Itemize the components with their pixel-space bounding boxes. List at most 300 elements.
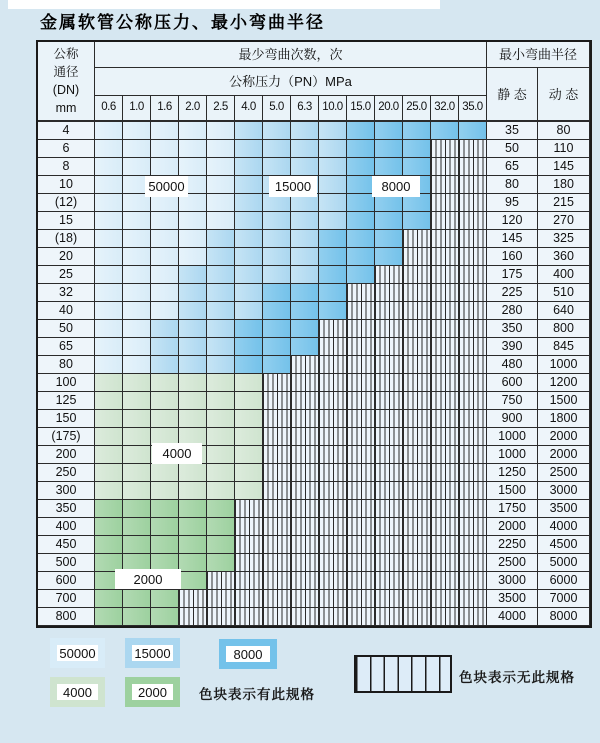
pressure-tick: 1.0 <box>123 96 151 122</box>
legend-has-spec-text: 色块表示有此规格 <box>199 687 315 702</box>
grid-cell-available <box>123 122 151 140</box>
grid-cell-unavailable <box>403 248 431 266</box>
pressure-header: 公称压力（PN）MPa <box>95 68 487 96</box>
grid-cell-unavailable <box>263 536 291 554</box>
dynamic-value: 510 <box>538 284 590 302</box>
grid-cell-available <box>319 284 347 302</box>
dynamic-value: 7000 <box>538 590 590 608</box>
dn-cell: 10 <box>38 176 95 194</box>
grid-cell-unavailable <box>403 374 431 392</box>
grid-cell-available <box>179 320 207 338</box>
grid-cell-unavailable <box>375 356 403 374</box>
dynamic-value: 325 <box>538 230 590 248</box>
grid-cell-available <box>207 392 235 410</box>
grid-cell-unavailable <box>347 428 375 446</box>
grid-cell-unavailable <box>207 608 235 626</box>
grid-cell-unavailable <box>375 284 403 302</box>
dn-cell: (175) <box>38 428 95 446</box>
grid-cell-unavailable <box>319 518 347 536</box>
grid-cell-available <box>123 536 151 554</box>
grid-cell-unavailable <box>459 302 487 320</box>
dn-cell: (12) <box>38 194 95 212</box>
grid-cell-unavailable <box>459 158 487 176</box>
grid-cell-available <box>235 266 263 284</box>
grid-cell-unavailable <box>375 338 403 356</box>
grid-cell-available <box>151 338 179 356</box>
pressure-table <box>38 42 590 626</box>
grid-cell-available <box>207 284 235 302</box>
grid-cell-available <box>123 356 151 374</box>
grid-cell-unavailable <box>375 608 403 626</box>
grid-cell-available <box>95 194 123 212</box>
pressure-tick: 20.0 <box>375 96 403 122</box>
dynamic-value: 4000 <box>538 518 590 536</box>
grid-cell-available <box>151 500 179 518</box>
dynamic-value: 1800 <box>538 410 590 428</box>
grid-cell-unavailable <box>319 464 347 482</box>
grid-cell-unavailable <box>291 590 319 608</box>
grid-cell-unavailable <box>347 464 375 482</box>
grid-cell-available <box>151 212 179 230</box>
pressure-tick: 0.6 <box>95 96 123 122</box>
dynamic-value: 110 <box>538 140 590 158</box>
static-value: 4000 <box>487 608 538 626</box>
dynamic-value: 6000 <box>538 572 590 590</box>
static-value: 1250 <box>487 464 538 482</box>
grid-cell-available <box>235 482 263 500</box>
grid-cell-available <box>235 428 263 446</box>
grid-cell-unavailable <box>235 536 263 554</box>
grid-cell-unavailable <box>375 500 403 518</box>
grid-cell-available <box>179 356 207 374</box>
band-label: 8000 <box>372 176 420 197</box>
grid-cell-available <box>319 158 347 176</box>
grid-cell-unavailable <box>403 230 431 248</box>
static-value: 35 <box>487 122 538 140</box>
grid-cell-available <box>179 374 207 392</box>
grid-cell-unavailable <box>459 518 487 536</box>
bend-cycles-header: 最少弯曲次数，次 <box>95 42 487 68</box>
grid-cell-available <box>235 176 263 194</box>
grid-cell-unavailable <box>459 590 487 608</box>
grid-cell-available <box>123 248 151 266</box>
grid-cell-unavailable <box>459 410 487 428</box>
grid-cell-unavailable <box>431 230 459 248</box>
grid-cell-unavailable <box>459 554 487 572</box>
grid-cell-available <box>347 176 375 194</box>
grid-cell-unavailable <box>347 554 375 572</box>
dynamic-value: 2000 <box>538 428 590 446</box>
grid-cell-available <box>207 554 235 572</box>
dynamic-value: 215 <box>538 194 590 212</box>
grid-cell-available <box>179 554 207 572</box>
grid-cell-available <box>235 446 263 464</box>
grid-cell-available <box>263 266 291 284</box>
grid-cell-available <box>151 518 179 536</box>
grid-cell-unavailable <box>431 464 459 482</box>
grid-cell-available <box>263 338 291 356</box>
static-value: 3000 <box>487 572 538 590</box>
grid-cell-available <box>319 122 347 140</box>
static-value: 2500 <box>487 554 538 572</box>
grid-cell-available <box>123 338 151 356</box>
grid-cell-available <box>123 608 151 626</box>
grid-cell-available <box>375 140 403 158</box>
grid-cell-available <box>319 248 347 266</box>
grid-cell-unavailable <box>375 446 403 464</box>
grid-cell-available <box>319 194 347 212</box>
dn-header-line: 公称 <box>53 46 79 61</box>
grid-cell-available <box>207 320 235 338</box>
grid-cell-available <box>179 266 207 284</box>
page-title: 金属软管公称压力、最小弯曲半径 <box>40 13 325 33</box>
grid-cell-available <box>319 302 347 320</box>
grid-cell-available <box>291 248 319 266</box>
grid-cell-unavailable <box>403 356 431 374</box>
grid-cell-available <box>235 356 263 374</box>
grid-cell-unavailable <box>459 338 487 356</box>
grid-cell-available <box>179 284 207 302</box>
static-value: 350 <box>487 320 538 338</box>
dn-cell: 25 <box>38 266 95 284</box>
grid-cell-unavailable <box>403 338 431 356</box>
grid-cell-unavailable <box>235 518 263 536</box>
grid-cell-unavailable <box>431 212 459 230</box>
grid-cell-unavailable <box>459 608 487 626</box>
grid-cell-unavailable <box>319 572 347 590</box>
grid-cell-unavailable <box>347 536 375 554</box>
grid-cell-available <box>95 302 123 320</box>
static-value: 95 <box>487 194 538 212</box>
dn-header-line: mm <box>55 101 77 116</box>
grid-cell-available <box>151 392 179 410</box>
grid-cell-available <box>179 410 207 428</box>
grid-cell-available <box>207 374 235 392</box>
grid-cell-available <box>207 194 235 212</box>
grid-cell-unavailable <box>319 410 347 428</box>
dynamic-value: 1500 <box>538 392 590 410</box>
grid-cell-unavailable <box>459 428 487 446</box>
grid-cell-available <box>95 158 123 176</box>
grid-cell-available <box>123 230 151 248</box>
grid-cell-unavailable <box>431 140 459 158</box>
pressure-tick: 2.5 <box>207 96 235 122</box>
grid-cell-unavailable <box>235 608 263 626</box>
grid-cell-unavailable <box>431 410 459 428</box>
grid-cell-unavailable <box>431 482 459 500</box>
grid-cell-available <box>347 212 375 230</box>
band-label: 2000 <box>115 569 181 589</box>
band-label: 4000 <box>152 443 202 464</box>
grid-cell-unavailable <box>347 374 375 392</box>
static-value: 3500 <box>487 590 538 608</box>
static-value: 390 <box>487 338 538 356</box>
grid-cell-available <box>207 266 235 284</box>
grid-cell-available <box>291 266 319 284</box>
dn-cell: 100 <box>38 374 95 392</box>
grid-cell-unavailable <box>263 518 291 536</box>
grid-cell-available <box>235 158 263 176</box>
dn-header <box>38 42 95 122</box>
grid-cell-unavailable <box>319 536 347 554</box>
grid-cell-unavailable <box>459 212 487 230</box>
static-value: 1500 <box>487 482 538 500</box>
grid-cell-unavailable <box>431 554 459 572</box>
grid-cell-available <box>375 122 403 140</box>
grid-cell-available <box>375 158 403 176</box>
grid-cell-unavailable <box>319 482 347 500</box>
dn-cell: 20 <box>38 248 95 266</box>
grid-cell-unavailable <box>263 590 291 608</box>
grid-cell-available <box>291 140 319 158</box>
grid-cell-available <box>235 374 263 392</box>
grid-cell-available <box>95 500 123 518</box>
pressure-tick: 6.3 <box>291 96 319 122</box>
grid-cell-unavailable <box>347 284 375 302</box>
grid-cell-available <box>95 212 123 230</box>
grid-cell-unavailable <box>263 500 291 518</box>
dn-cell: 800 <box>38 608 95 626</box>
grid-cell-unavailable <box>347 410 375 428</box>
grid-cell-available <box>235 392 263 410</box>
grid-cell-available <box>179 158 207 176</box>
grid-cell-unavailable <box>431 446 459 464</box>
grid-cell-unavailable <box>235 572 263 590</box>
grid-cell-unavailable <box>459 248 487 266</box>
grid-cell-unavailable <box>459 536 487 554</box>
legend-no-spec-text: 色块表示无此规格 <box>459 670 575 685</box>
dynamic-value: 4500 <box>538 536 590 554</box>
static-value: 65 <box>487 158 538 176</box>
pressure-tick: 35.0 <box>459 96 487 122</box>
grid-cell-available <box>95 374 123 392</box>
grid-cell-available <box>235 302 263 320</box>
static-value: 160 <box>487 248 538 266</box>
grid-cell-available <box>207 212 235 230</box>
dynamic-header: 动 态 <box>538 68 590 122</box>
grid-cell-available <box>151 320 179 338</box>
grid-cell-unavailable <box>459 446 487 464</box>
grid-cell-unavailable <box>263 446 291 464</box>
grid-cell-available <box>123 302 151 320</box>
grid-cell-unavailable <box>431 356 459 374</box>
static-value: 1000 <box>487 446 538 464</box>
static-value: 2000 <box>487 518 538 536</box>
static-value: 175 <box>487 266 538 284</box>
grid-cell-unavailable <box>319 356 347 374</box>
grid-cell-available <box>235 410 263 428</box>
static-value: 1000 <box>487 428 538 446</box>
grid-cell-unavailable <box>459 194 487 212</box>
grid-cell-unavailable <box>235 554 263 572</box>
dn-cell: 6 <box>38 140 95 158</box>
grid-cell-available <box>95 518 123 536</box>
dn-cell: 200 <box>38 446 95 464</box>
grid-cell-available <box>207 500 235 518</box>
grid-cell-available <box>207 356 235 374</box>
grid-cell-unavailable <box>263 428 291 446</box>
grid-cell-unavailable <box>347 608 375 626</box>
grid-cell-available <box>347 194 375 212</box>
legend-swatch-8000: 8000 <box>219 639 277 669</box>
static-value: 80 <box>487 176 538 194</box>
grid-cell-available <box>235 284 263 302</box>
grid-cell-unavailable <box>375 482 403 500</box>
grid-cell-available <box>235 212 263 230</box>
pressure-tick: 15.0 <box>347 96 375 122</box>
grid-cell-available <box>291 302 319 320</box>
static-value: 2250 <box>487 536 538 554</box>
grid-cell-available <box>179 536 207 554</box>
legend-no-spec-swatch <box>354 655 452 693</box>
dynamic-value: 3000 <box>538 482 590 500</box>
legend-swatch-50000: 50000 <box>50 638 105 668</box>
grid-cell-unavailable <box>431 194 459 212</box>
grid-cell-unavailable <box>403 446 431 464</box>
grid-cell-available <box>151 158 179 176</box>
grid-cell-available <box>95 428 123 446</box>
grid-cell-unavailable <box>459 266 487 284</box>
grid-cell-available <box>123 158 151 176</box>
grid-cell-available <box>123 284 151 302</box>
grid-cell-unavailable <box>403 518 431 536</box>
dn-cell: 450 <box>38 536 95 554</box>
dn-cell: 600 <box>38 572 95 590</box>
dynamic-value: 180 <box>538 176 590 194</box>
grid-cell-available <box>291 284 319 302</box>
grid-cell-unavailable <box>431 284 459 302</box>
grid-cell-unavailable <box>431 176 459 194</box>
dn-cell: 8 <box>38 158 95 176</box>
grid-cell-unavailable <box>459 464 487 482</box>
grid-cell-available <box>179 212 207 230</box>
grid-cell-unavailable <box>291 428 319 446</box>
grid-cell-available <box>123 140 151 158</box>
grid-cell-available <box>151 536 179 554</box>
grid-cell-unavailable <box>375 302 403 320</box>
grid-cell-available <box>123 212 151 230</box>
grid-cell-unavailable <box>235 590 263 608</box>
grid-cell-available <box>151 266 179 284</box>
dynamic-value: 2000 <box>538 446 590 464</box>
grid-cell-unavailable <box>459 284 487 302</box>
grid-cell-available <box>263 140 291 158</box>
grid-cell-available <box>95 392 123 410</box>
grid-cell-unavailable <box>319 338 347 356</box>
dn-cell: 40 <box>38 302 95 320</box>
grid-cell-available <box>123 266 151 284</box>
grid-cell-unavailable <box>431 266 459 284</box>
dn-cell: 15 <box>38 212 95 230</box>
dn-cell: 150 <box>38 410 95 428</box>
grid-cell-available <box>179 482 207 500</box>
dynamic-value: 1200 <box>538 374 590 392</box>
grid-cell-unavailable <box>459 392 487 410</box>
grid-cell-available <box>291 320 319 338</box>
grid-cell-unavailable <box>291 572 319 590</box>
grid-cell-available <box>151 608 179 626</box>
static-header: 静 态 <box>487 68 538 122</box>
grid-cell-available <box>263 248 291 266</box>
grid-cell-unavailable <box>431 392 459 410</box>
grid-cell-available <box>207 428 235 446</box>
grid-cell-available <box>95 284 123 302</box>
static-value: 1750 <box>487 500 538 518</box>
pressure-tick: 5.0 <box>263 96 291 122</box>
grid-cell-available <box>95 464 123 482</box>
grid-cell-available <box>319 176 347 194</box>
grid-cell-available <box>235 464 263 482</box>
grid-cell-available <box>207 446 235 464</box>
static-value: 225 <box>487 284 538 302</box>
grid-cell-unavailable <box>263 464 291 482</box>
dn-cell: 700 <box>38 590 95 608</box>
band-label: 15000 <box>269 176 317 197</box>
grid-cell-available <box>95 320 123 338</box>
grid-cell-unavailable <box>179 590 207 608</box>
dynamic-value: 1000 <box>538 356 590 374</box>
grid-cell-available <box>179 392 207 410</box>
grid-cell-unavailable <box>375 518 403 536</box>
grid-cell-unavailable <box>375 428 403 446</box>
grid-cell-unavailable <box>403 500 431 518</box>
grid-cell-available <box>207 158 235 176</box>
dn-cell: 125 <box>38 392 95 410</box>
grid-cell-unavailable <box>375 392 403 410</box>
grid-cell-available <box>375 248 403 266</box>
dn-cell: 400 <box>38 518 95 536</box>
grid-cell-unavailable <box>403 410 431 428</box>
grid-cell-unavailable <box>375 266 403 284</box>
grid-cell-available <box>151 284 179 302</box>
grid-cell-unavailable <box>403 428 431 446</box>
legend-swatch-15000: 15000 <box>125 638 180 668</box>
grid-cell-unavailable <box>403 302 431 320</box>
grid-cell-available <box>95 446 123 464</box>
grid-cell-available <box>291 122 319 140</box>
grid-cell-available <box>403 140 431 158</box>
grid-cell-available <box>207 338 235 356</box>
grid-cell-available <box>95 590 123 608</box>
dn-cell: 350 <box>38 500 95 518</box>
pressure-tick: 10.0 <box>319 96 347 122</box>
dn-cell: 500 <box>38 554 95 572</box>
dn-header-line: 通径 <box>53 64 79 79</box>
dn-header-line: (DN) <box>52 83 80 97</box>
grid-cell-available <box>291 158 319 176</box>
grid-cell-unavailable <box>431 572 459 590</box>
grid-cell-unavailable <box>375 410 403 428</box>
grid-cell-unavailable <box>403 590 431 608</box>
grid-cell-available <box>403 212 431 230</box>
grid-cell-available <box>179 140 207 158</box>
grid-cell-available <box>123 428 151 446</box>
grid-cell-available <box>403 158 431 176</box>
pressure-tick: 4.0 <box>235 96 263 122</box>
grid-cell-unavailable <box>319 446 347 464</box>
grid-cell-available <box>123 374 151 392</box>
grid-cell-unavailable <box>375 572 403 590</box>
grid-cell-unavailable <box>431 536 459 554</box>
grid-cell-available <box>207 230 235 248</box>
grid-cell-unavailable <box>347 482 375 500</box>
grid-cell-unavailable <box>319 608 347 626</box>
grid-cell-unavailable <box>459 482 487 500</box>
grid-cell-unavailable <box>291 392 319 410</box>
grid-cell-unavailable <box>347 302 375 320</box>
grid-cell-unavailable <box>347 590 375 608</box>
grid-cell-unavailable <box>263 410 291 428</box>
